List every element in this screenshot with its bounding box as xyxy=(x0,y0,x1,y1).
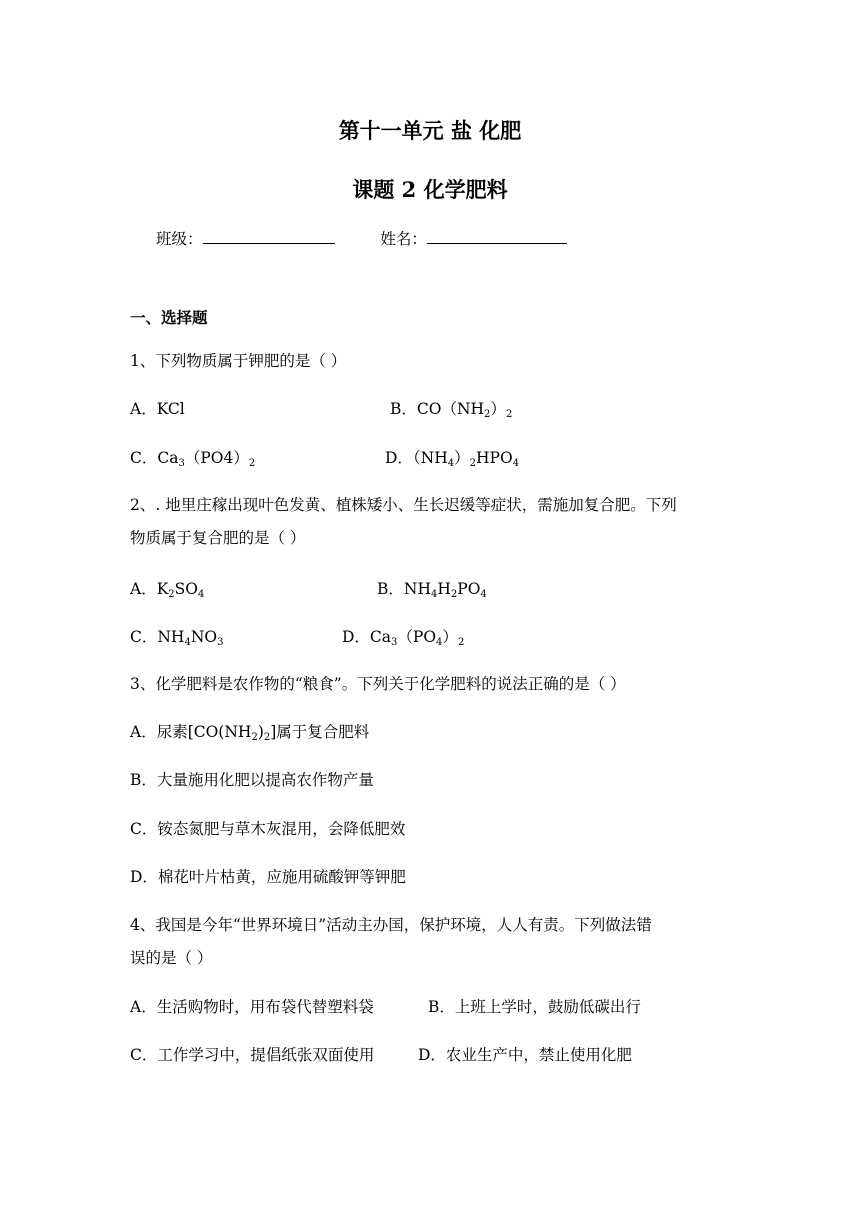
lesson-title: 课题 2 化学肥料 xyxy=(352,177,508,202)
q4-stem-line2: 误的是（ ） xyxy=(130,949,213,967)
q1-option-b: B．$CO(NH_2)_2$ xyxy=(390,400,513,420)
class-name-row xyxy=(156,226,567,250)
class-blank[interactable] xyxy=(203,226,335,244)
q1-option-c: C．$Ca_3(PO4)_2$ xyxy=(130,449,256,469)
q2-stem-line1: 2、. 地里庄稼出现叶色发黄、植株矮小、生长迟缓等症状，需施加复合肥。下列 xyxy=(130,496,677,514)
section-title: 一、选择题 xyxy=(130,308,208,327)
q3-option-a: A．尿素$[CO(NH_2)_2]$属于复合肥料 xyxy=(130,723,370,743)
q2-option-a: A．$K_2SO_4$ xyxy=(130,580,205,600)
q3-option-c: C．铵态氮肥与草木灰混用，会降低肥效 xyxy=(130,820,406,838)
q1-stem: 1、下列物质属于钾肥的是（ ） xyxy=(130,352,347,370)
q2-option-d: D．$Ca_3(PO_4)_2$ xyxy=(342,628,465,648)
q1-option-a: A．KCl xyxy=(130,400,185,418)
name-label: 姓名： xyxy=(380,230,427,248)
unit-title: 第十一单元 盐 化肥 xyxy=(338,118,522,143)
q3-option-b: B．大量施用化肥以提高农作物产量 xyxy=(130,771,374,789)
q2-option-c: C．$NH_4NO_3$ xyxy=(130,628,224,648)
q4-option-a: A．生活购物时，用布袋代替塑料袋 xyxy=(130,998,374,1016)
q3-option-d: D．棉花叶片枯黄，应施用硫酸钾等钾肥 xyxy=(130,868,406,886)
q2-option-b: B．$NH_4H_2PO_4$ xyxy=(377,580,487,600)
q4-option-d: D．农业生产中，禁止使用化肥 xyxy=(418,1046,632,1064)
class-label: 班级： xyxy=(156,230,203,248)
q3-stem: 3、化学肥料是农作物的“粮食”。下列关于化学肥料的说法正确的是（ ） xyxy=(130,675,626,693)
q2-stem-line2: 物质属于复合肥的是（ ） xyxy=(130,529,306,547)
q4-option-b: B．上班上学时，鼓励低碳出行 xyxy=(428,998,641,1016)
name-blank[interactable] xyxy=(427,226,567,244)
q1-option-d: D．$(NH_4)_2HPO_4$ xyxy=(385,449,520,469)
q4-stem-line1: 4、我国是今年“世界环境日”活动主办国，保护环境，人人有责。下列做法错 xyxy=(130,916,652,934)
q4-option-c: C．工作学习中，提倡纸张双面使用 xyxy=(130,1046,375,1064)
